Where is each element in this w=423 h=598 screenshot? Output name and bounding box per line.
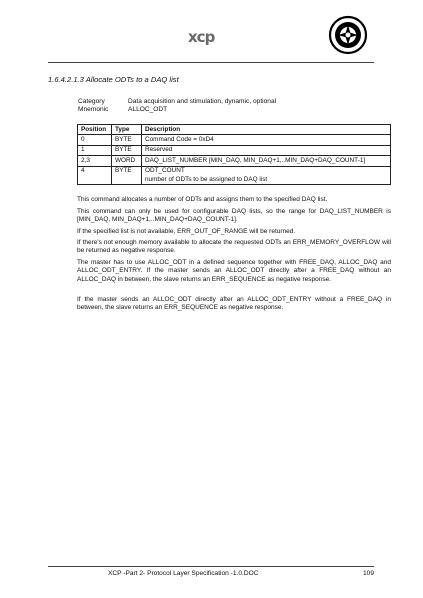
cell-description: Command Code = 0xD4 — [142, 135, 391, 145]
paragraph-4: If there's not enough memory available to allocate the requested ODTs an ERR_MEMORY_OVERFLOW will be returned as negative response. — [77, 239, 391, 255]
cell-type: BYTE — [112, 145, 142, 155]
emblem-icon — [328, 15, 368, 55]
mnemonic-value: ALLOC_ODT — [128, 106, 168, 113]
table-row — [78, 135, 391, 145]
cell-description: DAQ_LIST_NUMBER [MIN_DAQ, MIN_DAQ+1,..MIN_DAQ+DAQ_COUNT-1] — [142, 156, 391, 166]
xcp-logo: xcp — [188, 28, 215, 46]
page-number: 109 — [362, 570, 374, 577]
paragraph-1: This command allocates a number of ODTs and assigns them to the specified DAQ list. — [77, 196, 328, 203]
cell-position: 4 — [78, 166, 112, 185]
cell-description: Reserved — [142, 145, 391, 155]
cell-type: BYTE — [112, 135, 142, 145]
section-title: 1.6.4.2.1.3 Allocate ODTs to a DAQ list — [48, 75, 179, 84]
category-label: Category — [78, 98, 105, 105]
header-type: Type — [112, 125, 142, 135]
paragraph-5: The master has to use ALLOC_ODT in a defined sequence together with FREE_DAQ, ALLOC_DAQ and ALLOC_ODT_ENTRY. If the master sends an ALLOC_ODT directly after a FREE_DAQ without an ALLOC_DAQ in between, the slave returns an ERR_SEQUENCE as negative response. — [77, 259, 391, 283]
paragraph-3: If the specified list is not available, ERR_OUT_OF_RANGE will be returned. — [77, 228, 296, 235]
footer-doc-title: XCP -Part 2- Protocol Layer Specification -1.0.DOC — [108, 570, 259, 577]
mnemonic-label: Mnemonic — [78, 106, 109, 113]
cell-description-line2: number of ODTs to be assigned to DAQ list — [145, 175, 268, 183]
cell-description — [142, 166, 391, 185]
table-row — [78, 145, 391, 155]
cell-position: 1 — [78, 145, 112, 155]
header-rule — [48, 62, 374, 63]
cell-type: WORD — [112, 156, 142, 166]
cell-description-line1: ODT_COUNT — [145, 167, 185, 175]
cell-position: 0 — [78, 135, 112, 145]
cell-type: BYTE — [112, 166, 142, 185]
table-row — [78, 156, 391, 166]
table-header-row — [78, 125, 391, 135]
header-position: Position — [78, 125, 112, 135]
table-row — [78, 166, 391, 185]
category-value: Data acquisition and stimulation, dynamic, optional — [128, 98, 277, 105]
paragraph-2: This command can only be used for configurable DAQ lists, so the range for DAQ_LIST_NUMBER is [MIN_DAQ, MIN_DAQ+1,..MIN_DAQ+DAQ_COUNT-1]. — [77, 208, 391, 224]
footer-rule — [48, 566, 374, 567]
command-table — [77, 124, 391, 185]
cell-position: 2,3 — [78, 156, 112, 166]
header-description: Description — [142, 125, 391, 135]
paragraph-6: If the master sends an ALLOC_ODT directly after an ALLOC_ODT_ENTRY without a FREE_DAQ in between, the slave returns an ERR_SEQUENCE as negative response. — [77, 296, 391, 312]
